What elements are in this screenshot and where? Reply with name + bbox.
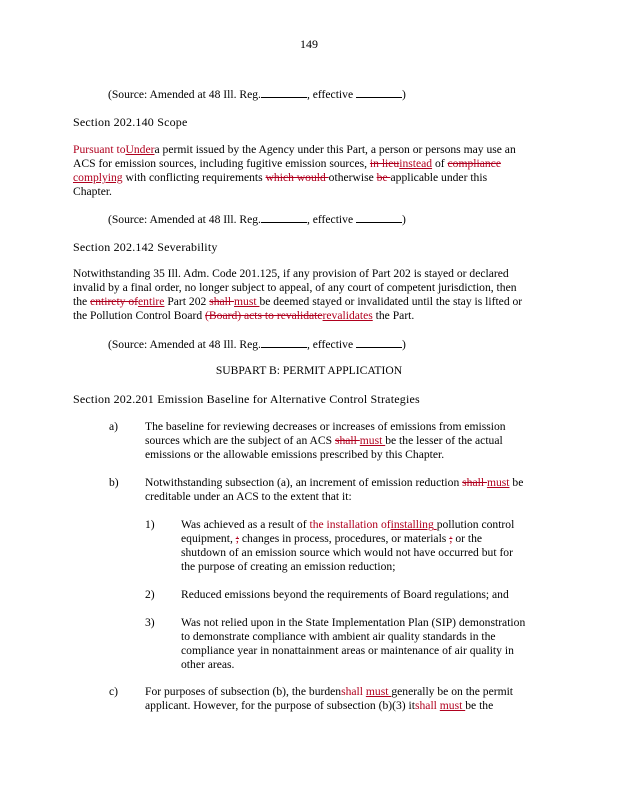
effective-blank [356,87,402,98]
text: applicable under this [390,171,488,184]
text: generally be on the permit [391,685,514,698]
inserted-text: the installation of [309,518,391,531]
deleted-text: in lieu [369,157,400,170]
text: equipment, [181,532,236,545]
source-note-mid: , effective [306,338,356,351]
inserted-text: instead [399,157,433,170]
text: the Part. [372,309,415,322]
text: pollution control [436,518,515,531]
paragraph-line: compliance year in nonattainment areas or maintenance of air quality in [181,644,514,657]
inserted-text: must [365,685,392,698]
text: be the lesser of the actual [385,434,503,447]
paragraph-line [145,434,503,448]
paragraph-line: other areas. [181,658,235,671]
inserted-text: installing [390,518,434,531]
source-note [108,212,406,227]
source-note-mid: , effective [306,88,356,101]
paragraph-line: The baseline for reviewing decreases or increases of emissions from emission [145,420,506,433]
paragraph-line: Chapter. [73,185,112,198]
paragraph-line [145,699,493,713]
inserted-text: Pursuant to [73,143,126,156]
text: the Pollution Control Board [73,309,206,322]
paragraph-line: creditable under an ACS to the extent that it: [145,490,352,503]
text: ACS for emission sources, including fugitive emission sources, [73,157,370,170]
text: be deemed stayed or invalidated until the stay is lifted or [259,295,523,308]
source-note-prefix: (Source: Amended at 48 Ill. Reg. [108,88,261,101]
text: otherwise [328,171,377,184]
subpart-heading: SUBPART B: PERMIT APPLICATION [215,364,403,377]
source-note-suffix: ) [401,88,406,101]
deleted-text: ; [235,532,239,545]
text: with conflicting requirements [122,171,266,184]
effective-blank [356,212,402,223]
paragraph-line [145,685,513,699]
text: Part 202 [164,295,210,308]
text: a permit issued by the Agency under this Part, a person or persons may use an [154,143,516,156]
inserted-text: shall [341,685,366,698]
paragraph-line [73,171,487,185]
paragraph-line [73,143,516,157]
source-note [108,87,406,102]
deleted-text: shall [462,476,487,489]
paragraph-line: invalid by a final order, no longer subject to appeal, of any court of competent jurisdiction, then [73,281,517,294]
deleted-text: shall [209,295,234,308]
source-note-suffix: ) [401,213,406,226]
text: be [509,476,524,489]
item-label-2: 2) [145,588,155,601]
section-heading-142: Section 202.142 Severability [73,240,218,254]
text: the [73,295,91,308]
paragraph-line [181,532,482,546]
subsection-label-c: c) [109,685,119,698]
section-heading-140: Section 202.140 Scope [73,115,188,129]
reg-blank [261,87,307,98]
deleted-text: (Board) acts to revalidate [205,309,323,322]
deleted-text: shall [334,434,360,447]
paragraph-line: Was not relied upon in the State Implementation Plan (SIP) demonstration [181,616,526,629]
inserted-text: entire [138,295,165,308]
inserted-text: must [439,699,466,712]
text: Was achieved as a result of [181,518,310,531]
paragraph-line: to demonstrate compliance with ambient air quality standards in the [181,630,496,643]
paragraph-line [181,518,514,532]
inserted-text: revalidates [322,309,373,322]
inserted-text: shall [414,699,440,712]
inserted-text: must [234,295,260,308]
deleted-text: entirety of [90,295,139,308]
source-note-prefix: (Source: Amended at 48 Ill. Reg. [108,338,261,351]
inserted-text: must [359,434,386,447]
paragraph-line [73,157,501,171]
text: be the [465,699,494,712]
reg-blank [261,337,307,348]
subsection-label-a: a) [109,420,119,433]
text: or the [452,532,483,545]
section-heading-201: Section 202.201 Emission Baseline for Alternative Control Strategies [73,392,420,406]
paragraph-line: Reduced emissions beyond the requirements of Board regulations; and [181,588,509,601]
item-label-1: 1) [145,518,155,531]
deleted-replacement: Under [125,143,155,156]
deleted-text: ; [449,532,453,545]
effective-blank [356,337,402,348]
text: For purposes of subsection (b), the burden [145,685,342,698]
paragraph-line: Notwithstanding 35 Ill. Adm. Code 201.125, if any provision of Part 202 is stayed or declared [73,267,509,280]
text: of [432,157,448,170]
text: applicant. However, for the purpose of subsection (b)(3) it [145,699,415,712]
paragraph-line: emissions or the allowable emissions prescribed by this Chapter. [145,448,445,461]
deleted-text: be [376,171,391,184]
text: Notwithstanding subsection (a), an increment of emission reduction [145,476,463,489]
page-number: 149 [300,37,318,51]
item-label-3: 3) [145,616,155,629]
reg-blank [261,212,307,223]
source-note-mid: , effective [306,213,356,226]
text: changes in process, procedures, or materials [238,532,447,545]
source-note [108,337,406,352]
paragraph-line: the purpose of creating an emission reduction; [181,560,396,573]
subsection-label-b: b) [109,476,119,489]
source-note-prefix: (Source: Amended at 48 Ill. Reg. [108,213,261,226]
source-note-suffix: ) [401,338,406,351]
text: sources which are the subject of an ACS [145,434,335,447]
paragraph-line [73,295,522,309]
inserted-text: complying [73,171,123,184]
paragraph-line [73,309,414,323]
deleted-text: compliance [447,157,501,170]
deleted-text: which would [265,171,329,184]
paragraph-line [145,476,523,490]
paragraph-line: shutdown of an emission source which would not have occurred but for [181,546,513,559]
inserted-text: must [486,476,510,489]
